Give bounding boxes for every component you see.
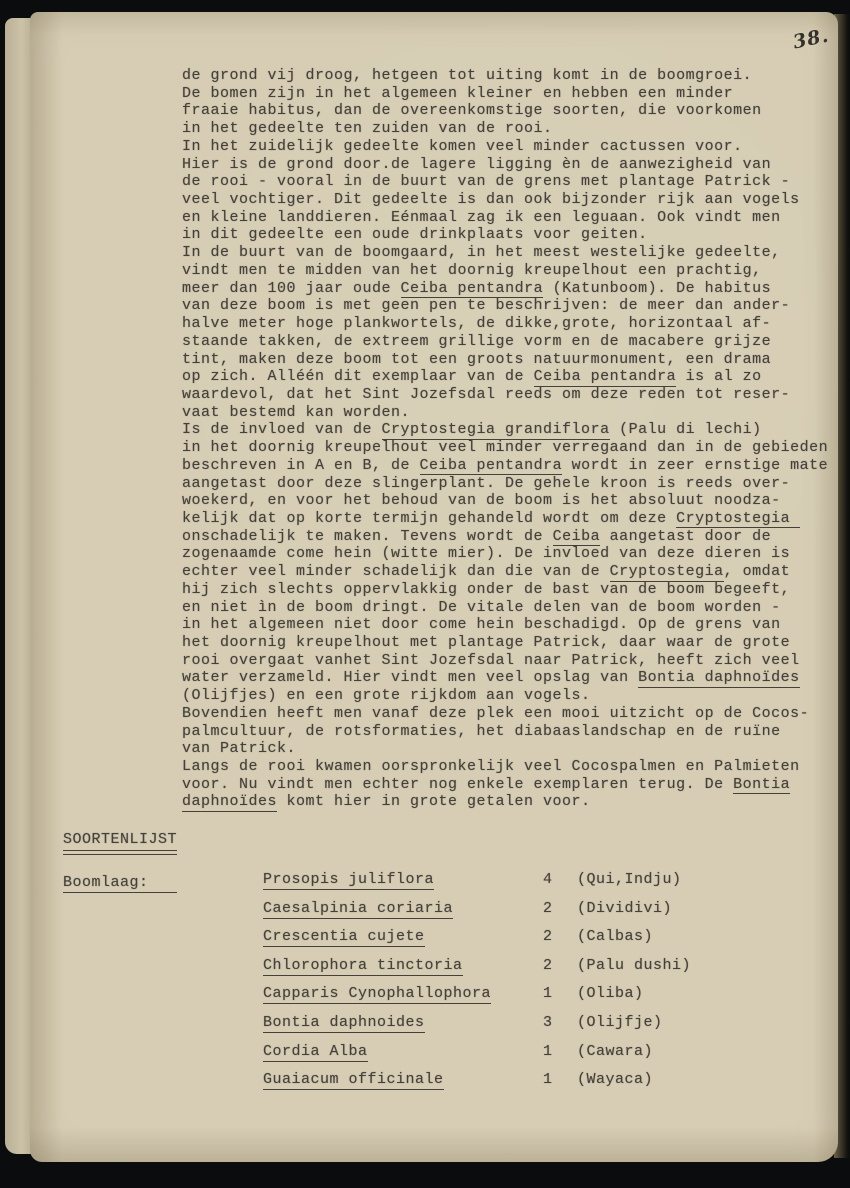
species-count-cell: 2: [543, 928, 553, 946]
text-segment: hij zich slechts oppervlakkig onder de bast van de boom begeeft,: [182, 580, 791, 598]
body-text: [182, 67, 842, 811]
text-segment: fraaie habitus, dan de overeenkomstige soorten, die voorkomen: [182, 102, 762, 120]
species-common-name-cell: (Palu dushi): [577, 956, 692, 974]
species-common-name-cell: (Wayaca): [577, 1071, 654, 1089]
text-segment: de grond vij droog, hetgeen tot uiting komt in de boomgroei.: [182, 67, 753, 84]
text-segment: vindt men te midden van het doornig kreupelhout een prachtig,: [182, 261, 762, 279]
text-segment: onschadelijk te maken. Tevens wordt de: [182, 527, 553, 545]
text-segment: is al zo: [676, 368, 762, 386]
text-segment: in het algemeen niet door come hein beschadigd. Op de grens van: [182, 616, 781, 634]
text-line: [182, 705, 842, 723]
text-line: [182, 368, 842, 386]
text-line: [182, 563, 842, 581]
text-line: [182, 138, 842, 156]
text-segment: In het zuidelijk gedeelte komen veel minder cactussen voor.: [182, 137, 743, 155]
text-segment: kelijk dat op korte termijn gehandeld wordt om deze: [182, 509, 677, 527]
text-segment: veel vochtiger. Dit gedeelte is dan ook bijzonder rijk aan vogels: [182, 191, 800, 209]
species-name-cell: [263, 985, 543, 1002]
species-row: [263, 985, 823, 1014]
species-row: [263, 1014, 823, 1043]
species-name-text: Cordia Alba: [263, 1042, 368, 1060]
species-count-cell: 3: [543, 1013, 553, 1031]
text-line: [182, 776, 842, 794]
text-line: [182, 244, 842, 262]
species-list-heading-label: SOORTENLIJST: [63, 831, 177, 851]
text-segment: palmcultuur, de rotsformaties, het diabaaslandschap en de ruïne: [182, 722, 781, 740]
species-name-cell: [263, 928, 543, 945]
species-row: [263, 1071, 823, 1100]
text-line: [182, 173, 842, 191]
text-segment: halve meter hoge plankwortels, de dikke,grote, horizontaal af-: [182, 315, 772, 333]
text-line: [182, 492, 842, 510]
text-segment: (Katunboom). De habitus: [543, 279, 772, 297]
species-row: [263, 871, 823, 900]
species-common-name-cell: (Olijfje): [577, 1013, 663, 1031]
underlined-species-name: Cryptostegia: [676, 509, 800, 527]
species-name-text: Crescentia cujete: [263, 928, 425, 946]
species-row: [263, 957, 823, 986]
text-segment: van Patrick.: [182, 740, 297, 758]
underlined-species-name: Ceiba pentandra: [419, 456, 563, 474]
text-line: [182, 545, 842, 563]
text-segment: van deze boom is met geen pen te beschrijven: de meer dan ander-: [182, 297, 791, 315]
underlined-species-name: Ceiba: [552, 527, 601, 545]
text-line: [182, 67, 842, 85]
text-segment: echter veel minder schadelijk dan die van de: [182, 563, 610, 581]
species-common-name-cell: (Cawara): [577, 1042, 654, 1060]
text-line: [182, 687, 842, 705]
text-line: [182, 723, 842, 741]
text-line: [182, 351, 842, 369]
text-segment: (Olijfjes) en een grote rijkdom aan vogels.: [182, 687, 591, 705]
underlined-species-name: Cryptostegia: [609, 563, 724, 581]
text-line: [182, 475, 842, 493]
text-line: [182, 616, 842, 634]
species-common-name-cell: (Oliba): [577, 985, 644, 1003]
text-segment: het doornig kreupelhout met plantage Patrick, daar waar de grote: [182, 634, 791, 651]
species-name-cell: [263, 1043, 543, 1060]
text-line: [182, 262, 842, 280]
species-common-name-cell: (Qui,Indju): [577, 871, 682, 888]
text-line: [182, 297, 842, 315]
text-segment: tint, maken deze boom tot een groots natuurmonument, een drama: [182, 350, 772, 368]
text-line: [182, 85, 842, 103]
species-name-text: Prosopis juliflora: [263, 871, 435, 888]
text-segment: en niet ìn de boom dringt. De vitale delen van de boom worden -: [182, 598, 781, 616]
text-segment: , omdat: [723, 563, 791, 581]
text-segment: Hier is de grond door.de lagere ligging èn de aanwezigheid van: [182, 155, 772, 173]
text-line: [182, 226, 842, 244]
text-line: [182, 581, 842, 599]
text-line: [182, 793, 842, 811]
text-line: [182, 102, 842, 120]
text-line: [182, 439, 842, 457]
tree-layer-label: [63, 874, 177, 893]
text-segment: en kleine landdieren. Eénmaal zag ik een leguaan. Ook vindt men: [182, 208, 781, 226]
species-count-cell: 1: [543, 1042, 553, 1060]
text-line: [182, 740, 842, 758]
handwritten-page-number: 38.: [791, 24, 831, 54]
species-name-cell: [263, 1014, 543, 1031]
species-list-heading: [63, 831, 177, 851]
species-row: [263, 1043, 823, 1072]
species-name-cell: [263, 900, 543, 917]
text-segment: Is de invloed van de: [182, 421, 382, 439]
text-line: [182, 634, 842, 652]
text-segment: de rooi - vooral in de buurt van de grens met plantage Patrick -: [182, 173, 791, 191]
text-line: [182, 333, 842, 351]
underlined-species-name: daphnoïdes: [182, 793, 278, 811]
species-row: [263, 928, 823, 957]
species-count-cell: 2: [543, 899, 553, 917]
text-line: [182, 156, 842, 174]
text-segment: wordt in zeer ernstige mate: [562, 456, 829, 474]
species-name-text: Caesalpinia coriaria: [263, 899, 454, 917]
text-segment: voor. Nu vindt men echter nog enkele exemplaren terug. De: [182, 775, 734, 793]
underlined-species-name: Ceiba pentandra: [400, 279, 544, 297]
tree-layer-label-text: Boomlaag:: [63, 874, 177, 893]
text-line: [182, 209, 842, 227]
underlined-species-name: Ceiba pentandra: [533, 368, 677, 386]
text-line: [182, 669, 842, 687]
text-segment: Bovendien heeft men vanaf deze plek een mooi uitzicht op de Cocos-: [182, 704, 810, 722]
text-segment: in het gedeelte ten zuiden van de rooi.: [182, 120, 553, 138]
text-segment: In de buurt van de boomgaard, in het meest westelijke gedeelte,: [182, 244, 781, 262]
text-line: [182, 120, 842, 138]
text-line: [182, 599, 842, 617]
text-segment: zogenaamde come hein (witte mier). De invloed van deze dieren is: [182, 545, 791, 563]
underlined-species-name: Bontia daphnoïdes: [638, 669, 800, 687]
text-segment: beschreven in A en B, de: [182, 456, 420, 474]
text-segment: meer dan 100 jaar oude: [182, 279, 401, 297]
species-name-cell: [263, 957, 543, 974]
text-segment: (Palu di lechi): [609, 421, 762, 439]
species-name-cell: [263, 1071, 543, 1088]
species-count-cell: 2: [543, 956, 553, 974]
species-row: [263, 900, 823, 929]
species-common-name-cell: (Calbas): [577, 928, 654, 946]
text-segment: vaat bestemd kan worden.: [182, 403, 411, 421]
species-count-cell: 1: [543, 985, 553, 1003]
text-line: [182, 510, 842, 528]
species-name-text: Guaiacum officinale: [263, 1071, 444, 1089]
text-segment: staande takken, de extreem grillige vorm en de macabere grijze: [182, 332, 772, 350]
document-page: [30, 12, 838, 1162]
underlined-species-name: Bontia: [733, 775, 791, 793]
text-segment: in dit gedeelte een oude drinkplaats voor geiten.: [182, 226, 648, 244]
species-count-cell: 4: [543, 871, 553, 888]
species-name-text: Chlorophora tinctoria: [263, 956, 463, 974]
text-line: [182, 528, 842, 546]
text-line: [182, 280, 842, 298]
text-line: [182, 404, 842, 422]
text-segment: Langs de rooi kwamen oorspronkelijk veel Cocospalmen en Palmieten: [182, 758, 800, 776]
text-segment: rooi overgaat vanhet Sint Jozefsdal naar Patrick, heeft zich veel: [182, 651, 800, 669]
text-segment: De bomen zijn in het algemeen kleiner en hebben een minder: [182, 84, 734, 102]
text-line: [182, 652, 842, 670]
text-segment: in het doornig kreupelhout veel minder verregaand dan in de gebieden: [182, 439, 829, 457]
text-line: [182, 758, 842, 776]
text-line: [182, 386, 842, 404]
text-line: [182, 457, 842, 475]
text-segment: aangetast door deze slingerplant. De gehele kroon is reeds over-: [182, 474, 791, 492]
species-common-name-cell: (Dividivi): [577, 899, 673, 917]
species-name-text: Capparis Cynophallophora: [263, 985, 492, 1003]
text-line: [182, 191, 842, 209]
text-segment: komt hier in grote getalen voor.: [277, 793, 591, 811]
text-segment: woekerd, en voor het behoud van de boom is het absoluut noodza-: [182, 492, 781, 510]
text-line: [182, 315, 842, 333]
species-name-cell: [263, 871, 543, 888]
species-table: [263, 871, 823, 1100]
underlined-species-name: Cryptostegia grandiflora: [381, 421, 610, 439]
text-segment: water verzameld. Hier vindt men veel opslag van: [182, 669, 639, 687]
text-segment: aangetast door de: [600, 527, 772, 545]
text-line: [182, 421, 842, 439]
species-name-text: Bontia daphnoides: [263, 1013, 425, 1031]
text-segment: op zich. Alléén dit exemplaar van de: [182, 368, 534, 386]
species-count-cell: 1: [543, 1071, 553, 1089]
text-segment: waardevol, dat het Sint Jozefsdal reeds om deze reden tot reser-: [182, 385, 791, 403]
